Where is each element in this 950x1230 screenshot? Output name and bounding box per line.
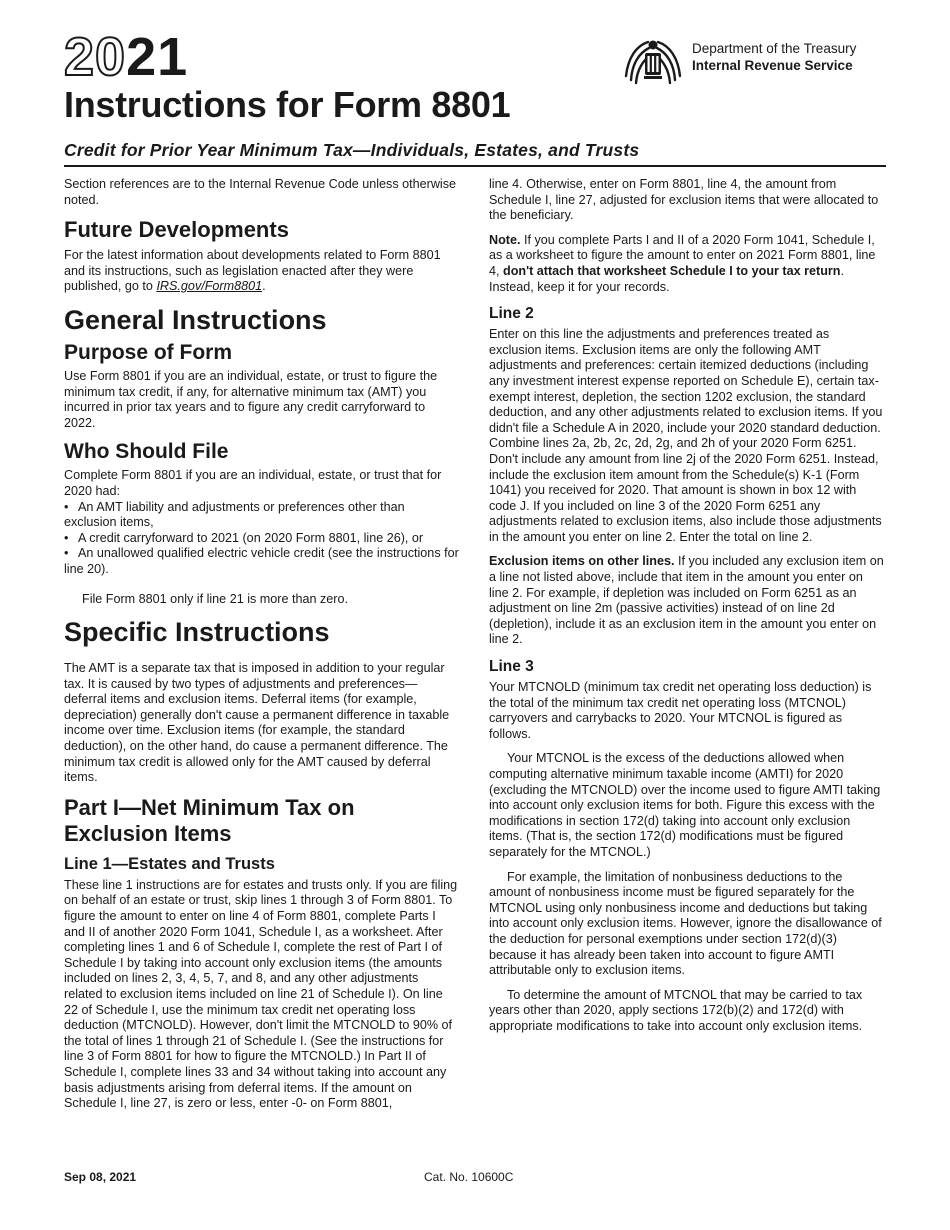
line3-paragraph-3: For example, the limitation of nonbusiness deductions to the amount of nonbusiness income must be figured separately for the MTCNOL using only nonbusiness income and deductions but taking into account only exclusion items. However, ignore the disallowance of the deduction for personal exemptions under section 172(d)(3) because it has already been taken into account to figure AMTI attributable only to exclusion items.	[489, 869, 882, 978]
part1-heading: Part I—Net Minimum Tax on Exclusion Items	[64, 794, 355, 846]
header-divider	[64, 165, 886, 167]
line3-paragraph-4: To determine the amount of MTCNOL that may be carried to tax years other than 2020, apply sections 172(b)(2) and 172(d) with appropriate modifications to take into account only exclusion items.	[489, 987, 863, 1033]
agency-department: Department of the Treasury	[692, 41, 857, 56]
who-should-file-list	[64, 500, 460, 578]
footer-cat-number: Cat. No. 10600C	[424, 1170, 514, 1184]
list-item	[64, 531, 460, 547]
irs-eagle-logo-icon	[622, 36, 684, 88]
tax-year-solid: 21	[126, 27, 189, 87]
file-only-text: File Form 8801 only if line 21 is more than zero.	[82, 591, 348, 606]
note-text: If you complete Parts I and II of a 2020 Form 1041, Schedule I, as a worksheet to figure the amount to enter on 2021 Form 8801, line 4,	[489, 232, 876, 278]
exclusion-items-paragraph	[489, 554, 885, 648]
list-item-text: An unallowed qualified electric vehicle credit (see the instructions for line 20).	[64, 546, 459, 576]
right-column	[489, 177, 885, 1044]
tax-year	[64, 27, 189, 87]
footer-date: Sep 08, 2021	[64, 1170, 137, 1184]
line1-heading: Line 1—Estates and Trusts	[64, 854, 275, 873]
intro-text: Section references are to the Internal Revenue Code unless otherwise noted.	[64, 177, 457, 207]
bullet: •	[64, 546, 69, 561]
list-item-text: An AMT liability and adjustments or preferences other than exclusion items,	[64, 499, 405, 530]
bullet: •	[64, 530, 69, 545]
list-item	[64, 546, 460, 577]
purpose-heading: Purpose of Form	[64, 340, 233, 364]
who-should-file-text: Complete Form 8801 if you are an individual, estate, or trust that for 2020 had:	[64, 468, 442, 498]
list-item	[64, 500, 460, 531]
page-title: Instructions for Form 8801	[64, 84, 511, 125]
note-bold-text: don't attach that worksheet Schedule I to your tax return	[503, 263, 841, 278]
note-label: Note.	[489, 232, 521, 247]
purpose-text: Use Form 8801 if you are an individual, estate, or trust to figure the minimum tax credit, if any, for alternative minimum tax (AMT) you incurred in prior tax years and to figure any credit carryforward to 2022.	[64, 368, 438, 430]
list-item-text: A credit carryforward to 2021 (on 2020 Form 8801, line 26), or	[78, 530, 424, 545]
note-paragraph	[489, 233, 885, 295]
line3-heading: Line 3	[489, 658, 534, 676]
exclusion-items-label: Exclusion items on other lines.	[489, 554, 675, 569]
specific-instructions-heading: Specific Instructions	[64, 617, 330, 648]
note-end: . Instead, keep it for your records.	[489, 263, 844, 294]
line2-text: Enter on this line the adjustments and preferences treated as exclusion items. Exclusion items are only the following AMT adjustments and preferences: certain itemized deductions (including any investment interest expense reported on Schedule E), certain tax-exempt interest, depletion, the section 1202 exclusion, the standard deduction, and any other adjustments related to exclusion items. If you didn't file a Schedule A in 2020, include your 2020 standard deduction. Combine lines 2a, 2b, 2c, 2d, 2g, and 2h of your 2020 Form 6251. Don't include any amount from line 2j of the 2020 Form 6251. Instead, include the exclusion item amount from the Schedule(s) K-1 (Form 1041) you received for 2020. That amount is shown in box 12 with code J. If you included on line 3 of the 2020 Form 6251 any adjustments related to exclusion items, also include those adjustments in the amount you enter on line 2. Enter the total on line 2.	[489, 327, 883, 544]
future-developments-heading: Future Developments	[64, 217, 289, 243]
agency-name	[692, 40, 856, 74]
general-instructions-heading: General Instructions	[64, 304, 327, 335]
bullet: •	[64, 499, 69, 514]
future-developments-end: .	[262, 279, 266, 294]
tax-year-outline: 20	[64, 27, 127, 87]
line3-paragraph-2: Your MTCNOL is the excess of the deductions allowed when computing alternative minimum taxable income (AMTI) for 2020 (excluding the MTCNOLD) over the income used to figure AMTI taking into account only exclusion items for both. Figure this excess with the modifications in section 172(d) taking into account only exclusion items. (That is, the section 172(d) modifications must be figured separately for the MTCNOL.)	[489, 751, 881, 859]
page-subtitle: Credit for Prior Year Minimum Tax—Individuals, Estates, and Trusts	[64, 140, 640, 160]
future-developments-body: For the latest information about developments related to Form 8801 and its instructions, such as legislation enacted after they were published, go to	[64, 248, 441, 294]
agency-irs: Internal Revenue Service	[692, 58, 853, 73]
future-developments-text	[64, 248, 460, 295]
line2-heading: Line 2	[489, 305, 534, 323]
left-column	[64, 177, 460, 1121]
line1-text: These line 1 instructions are for estates and trusts only. If you are filing on behalf of an estate or trust, skip lines 1 through 3 of Form 8801. To figure the amount to enter on line 4 of Form 8801, complete Parts I and II of another 2020 Form 1041, Schedule I, as a worksheet. After completing lines 1 and 6 of Schedule I, complete the rest of Part I of Schedule I by taking into account only exclusion items (the amounts included on lines 2, 3, 4, 5, 7, and 8, and any other adjustments related to exclusion items included on line 21 of Schedule I). On line 22 of Schedule I, use the minimum tax credit net operating loss deduction (MTCNOLD). However, don't limit the MTCNOLD to 90% of the total of lines 1 through 21 of Schedule I. (See the instructions for line 3 of Form 8801 for how to figure the MTCNOLD.) In Part II of Schedule I, complete lines 33 and 34 without taking into account any basis adjustments arising from deferral items. If the amount on Schedule I, line 27, is zero or less, enter -0- on Form 8801,	[64, 877, 458, 1111]
line1-continued-text: line 4. Otherwise, enter on Form 8801, line 4, the amount from Schedule I, line 27, adjusted for exclusion items that were allocated to the beneficiary.	[489, 177, 879, 223]
irs-form8801-link[interactable]: IRS.gov/Form8801	[156, 279, 263, 294]
exclusion-items-text: If you included any exclusion item on a line not listed above, include that item in the amount you enter on line 2. For example, if depletion was included on Form 6251 as an adjustment on line 2m (passive activities) instead of on line 2d (depletion), include it as an exclusion item in the amount you enter on line 2.	[489, 554, 884, 647]
specific-instructions-text: The AMT is a separate tax that is imposed in addition to your regular tax. It is caused by two types of adjustments and preferences—deferral items and exclusion items. Deferral items (for example, depreciation) generally don't cause a permanent difference in taxable income over time. Exclusion items (for example, the standard deduction), on the other hand, do cause a permanent difference. The minimum tax credit is allowed only for the AMT caused by deferral items.	[64, 661, 450, 785]
line3-paragraph-1: Your MTCNOLD (minimum tax credit net operating loss deduction) is the total of the minimum tax credit net operating loss (MTCNOL) carryovers and carrybacks to 2020. Your MTCNOL is figured as follows.	[489, 680, 872, 741]
who-should-file-heading: Who Should File	[64, 440, 229, 464]
